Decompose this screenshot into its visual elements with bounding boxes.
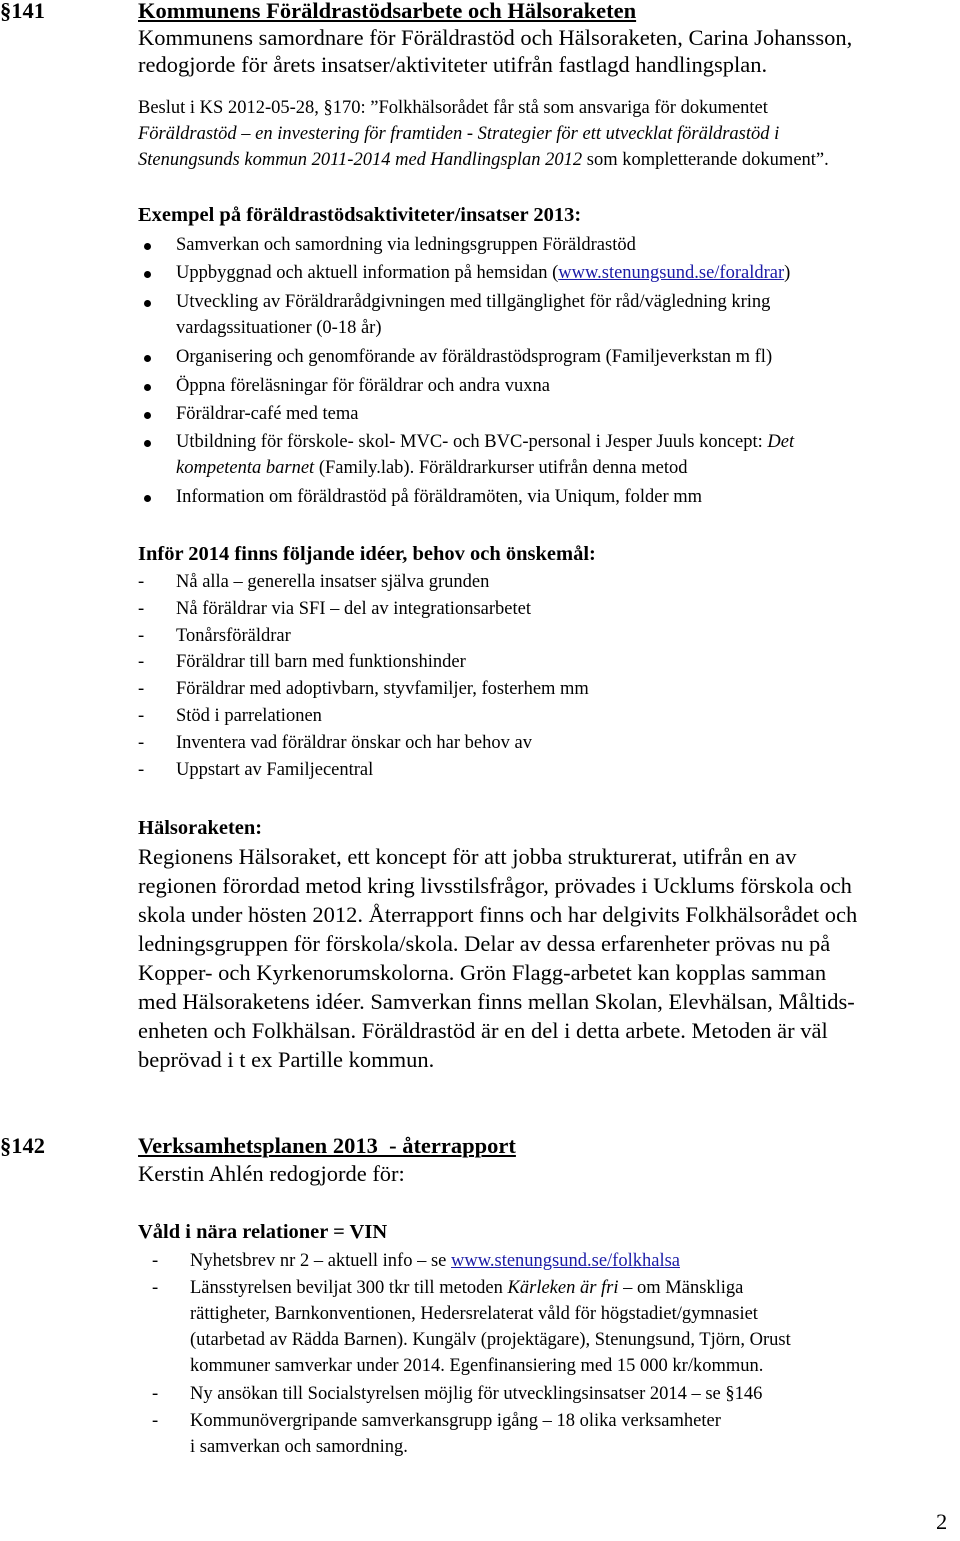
dash-marker: - <box>138 652 145 672</box>
bullet-item <box>176 263 790 284</box>
paragraph-line: regionen förordad metod kring livsstilsfrågor, prövades i Ucklums förskola och <box>138 873 852 898</box>
bullet-item: Organisering och genomförande av föräldrastödsprogram (Familjeverkstan m fl) <box>176 347 773 367</box>
intro-line: redogjorde för årets insatser/aktiviteter utifrån fastlagd handlingsplan. <box>138 52 768 77</box>
ideas-heading: Inför 2014 finns följande idéer, behov och önskemål: <box>138 543 596 565</box>
vin-item-cont: kommuner samverkar under 2014. Egenfinansiering med 15 000 kr/kommun. <box>190 1356 764 1376</box>
examples-heading: Exempel på föräldrastödsaktiviteter/insatser 2013: <box>138 204 582 226</box>
section-title-142: Verksamhetsplanen 2013 - återrapport <box>138 1133 516 1158</box>
bullet-text: (Family.lab). Föräldrarkurser utifrån denna metod <box>314 458 688 478</box>
decision-line-italic: Föräldrastöd – en investering för framtiden - Strategier för ett utvecklat föräldrastöd i <box>138 124 780 144</box>
bullet-item: Information om föräldrastöd på föräldramöten, via Uniqum, folder mm <box>176 487 703 507</box>
decision-line <box>138 150 829 171</box>
bullet-text-italic: kompetenta barnet <box>176 458 315 478</box>
vin-text: – om Mänskliga <box>618 1278 744 1298</box>
bullet-text: Uppbyggnad och aktuell information på hemsidan ( <box>176 263 559 283</box>
bullet-item-cont <box>176 458 688 479</box>
foraldrar-link[interactable]: www.stenungsund.se/foraldrar <box>558 263 785 283</box>
paragraph-line: med Hälsoraketens idéer. Samverkan finns mellan Skolan, Elevhälsan, Måltids- <box>138 989 855 1014</box>
bullet-icon <box>144 355 151 362</box>
dash-marker: - <box>138 679 145 699</box>
dash-marker: - <box>152 1411 159 1431</box>
bullet-icon <box>144 300 151 307</box>
section-number-141: §141 <box>0 0 45 23</box>
decision-line-rest: som kompletterande dokument”. <box>582 150 829 170</box>
bullet-icon <box>144 243 151 250</box>
vin-item-cont: rättigheter, Barnkonventionen, Hedersrelaterat våld för högstadiet/gymnasiet <box>190 1304 758 1324</box>
document-title-italic: Stenungsunds kommun 2011-2014 med Handlingsplan 2012 <box>138 150 583 170</box>
bullet-icon <box>144 271 151 278</box>
ideas-item: Inventera vad föräldrar önskar och har behov av <box>176 733 532 753</box>
vin-heading: Våld i nära relationer = VIN <box>138 1221 388 1243</box>
paragraph-line: Regionens Hälsoraket, ett koncept för att jobba strukturerat, utifrån en av <box>138 844 797 869</box>
vin-item <box>190 1251 680 1272</box>
vin-text: Länsstyrelsen beviljat 300 tkr till metoden <box>190 1278 508 1298</box>
bullet-item: Utveckling av Föräldrarådgivningen med tillgänglighet för råd/vägledning kring <box>176 292 771 312</box>
vin-item: Ny ansökan till Socialstyrelsen möjlig för utvecklingsinsatser 2014 – se §146 <box>190 1384 763 1404</box>
bullet-text: Utbildning för förskole- skol- MVC- och BVC-personal i Jesper Juuls koncept: <box>176 432 768 452</box>
section-title-141: Kommunens Föräldrastödsarbete och Hälsoraketen <box>138 0 637 23</box>
ideas-item: Nå alla – generella insatser själva grunden <box>176 572 490 592</box>
dash-marker: - <box>152 1251 159 1271</box>
paragraph-line: Kopper- och Kyrkenorumskolorna. Grön Flagg-arbetet kan kopplas samman <box>138 960 827 985</box>
paragraph-line: beprövad i t ex Partille kommun. <box>138 1047 435 1072</box>
paragraph-line: skola under hösten 2012. Återrapport finns och har delgivits Folkhälsorådet och <box>138 902 858 927</box>
dash-marker: - <box>138 599 145 619</box>
paragraph-line: ledningsgruppen för förskola/skola. Delar av dessa erfarenheter prövas nu på <box>138 931 831 956</box>
vin-text-italic: Kärleken är fri <box>507 1278 619 1298</box>
bullet-item <box>176 432 794 453</box>
dash-marker: - <box>152 1278 159 1298</box>
bullet-icon <box>144 412 151 419</box>
dash-marker: - <box>152 1384 159 1404</box>
bullet-text: ) <box>784 263 791 283</box>
bullet-item: Öppna föreläsningar för föräldrar och andra vuxna <box>176 376 550 396</box>
ideas-item: Nå föräldrar via SFI – del av integrationsarbetet <box>176 599 531 619</box>
section-number-142: §142 <box>0 1133 45 1158</box>
dash-marker: - <box>138 733 145 753</box>
ideas-item: Föräldrar till barn med funktionshinder <box>176 652 466 672</box>
bullet-icon <box>144 440 151 447</box>
intro-line: Kommunens samordnare för Föräldrastöd och Hälsoraketen, Carina Johansson, <box>138 25 853 50</box>
bullet-text-italic: Det <box>767 432 795 452</box>
bullet-item: Föräldrar-café med tema <box>176 404 359 424</box>
bullet-item-cont: vardagssituationer (0-18 år) <box>176 318 382 338</box>
dash-marker: - <box>138 706 145 726</box>
ideas-item: Tonårsföräldrar <box>176 626 291 646</box>
bullet-icon <box>144 495 151 502</box>
folkhalsa-link[interactable]: www.stenungsund.se/folkhalsa <box>451 1251 680 1271</box>
decision-line: Beslut i KS 2012-05-28, §170: ”Folkhälsorådet får stå som ansvariga för dokumentet <box>138 98 768 118</box>
dash-marker: - <box>138 760 145 780</box>
vin-item: Kommunövergripande samverkansgrupp igång – 18 olika verksamheter <box>190 1411 721 1431</box>
dash-marker: - <box>138 572 145 592</box>
dash-marker: - <box>138 626 145 646</box>
vin-item-cont: i samverkan och samordning. <box>190 1437 408 1457</box>
bullet-icon <box>144 384 151 391</box>
ideas-item: Uppstart av Familjecentral <box>176 760 374 780</box>
paragraph-line: enheten och Folkhälsan. Föräldrastöd är en del i detta arbete. Metoden är väl <box>138 1018 828 1043</box>
page-number: 2 <box>936 1509 948 1534</box>
halsoraketen-heading: Hälsoraketen: <box>138 817 263 839</box>
intro-line: Kerstin Ahlén redogjorde för: <box>138 1161 405 1186</box>
vin-item <box>190 1278 743 1299</box>
vin-item-cont: (utarbetad av Rädda Barnen). Kungälv (projektägare), Stenungsund, Tjörn, Orust <box>190 1330 791 1350</box>
vin-text: Nyhetsbrev nr 2 – aktuell info – se <box>190 1251 451 1271</box>
ideas-item: Stöd i parrelationen <box>176 706 322 726</box>
bullet-item: Samverkan och samordning via ledningsgruppen Föräldrastöd <box>176 235 636 255</box>
ideas-item: Föräldrar med adoptivbarn, styvfamiljer, fosterhem mm <box>176 679 589 699</box>
